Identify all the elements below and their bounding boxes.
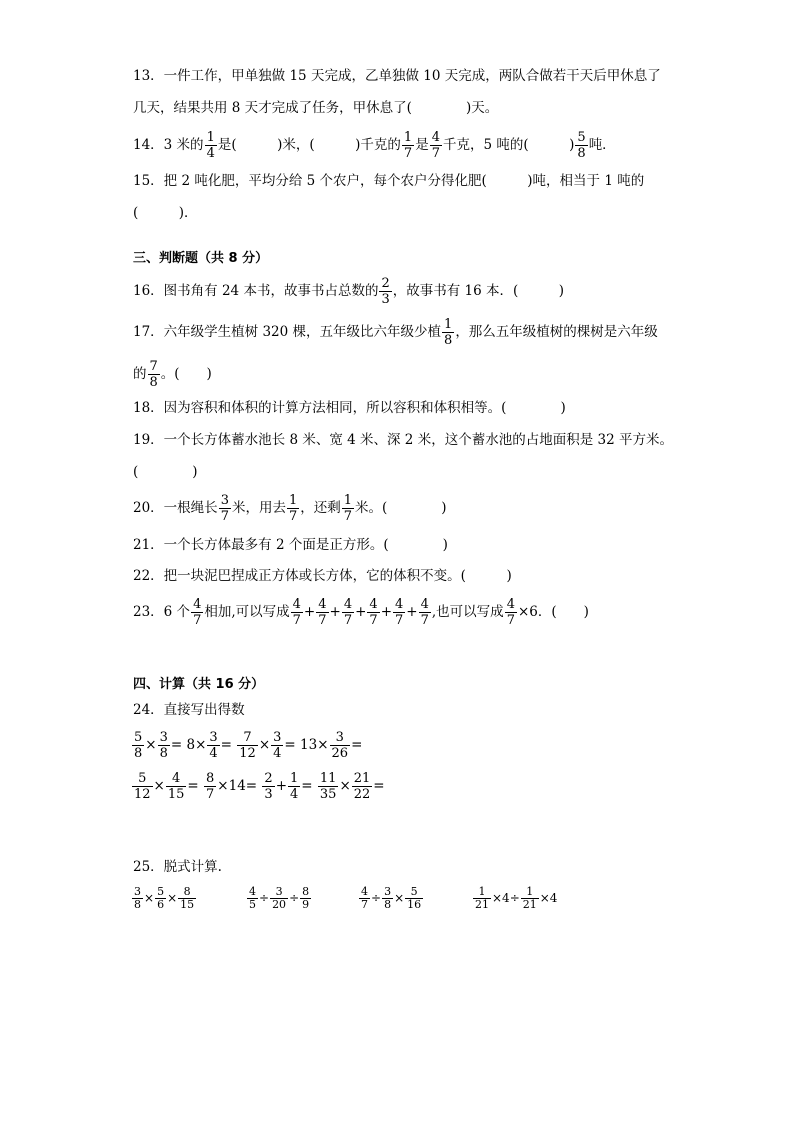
question-19-line2: ( ) [133,464,198,480]
section-4-heading: 四、计算（共 16 分） [133,677,265,692]
fraction: $\frac{5}{8}$ [577,130,586,161]
question-15-line2: ( )． [133,205,198,221]
question-24-row1: $\frac{5}{8}$ × $\frac{3}{8}$ = 8× $\frac{3}{4}$ = $\frac{7}{12}$ × $\frac{3}{4}$ = 13× $\frac{3}{26}$ = [134,730,363,761]
fraction: $\frac{2}{3}$ [381,276,390,307]
question-21: 21．一个长方体最多有 2 个面是正方形。( ) [133,537,448,553]
question-15-line1: 15．把 2 吨化肥，平均分给 5 个农户，每个农户分得化肥( )吨，相当于 1 吨的 [133,173,645,189]
section-3-heading: 三、判断题（共 8 分） [133,251,269,266]
question-20: 20．一根绳长 $\frac{3}{7}$ 米，用去 $\frac{1}{7}$ ，还剩 $\frac{1}{7}$ 米。( ) [133,493,447,524]
fraction: $\frac{1}{7}$ [343,493,353,524]
question-13-line1: 13．一件工作，甲单独做 15 天完成，乙单独做 10 天完成，两队合做若干天后甲休息了 [133,68,661,84]
question-24-title: 24．直接写出得数 [133,702,245,718]
question-22: 22．把一块泥巴捏成正方体或长方体，它的体积不变。( ) [133,568,512,584]
question-17-line2: 的 $\frac{7}{8}$ 。( ) [133,359,212,390]
question-23: 23．6 个 $\frac{4}{7}$ 相加,可以写成 $\frac{4}{7}$ + $\frac{4}{7}$ + $\frac{4}{7}$ + $\frac{4}{7}$ + $\frac{4}{7}$ + $\frac{4}{7}$ ,也可以写成 $\frac{4}{7}$ ×6．( ) [133,597,589,628]
fraction: $\frac{1}{4}$ [206,130,215,161]
q25-expression-1: $\frac{3}{8}$ × $\frac{5}{6}$ × $\frac{8}{15}$ [134,885,195,911]
question-19-line1: 19．一个长方体蓄水池长 8 米、宽 4 米、深 2 米，这个蓄水池的占地面积是 32 平方米。 [133,432,673,448]
question-25-title: 25．脱式计算. [133,859,222,875]
question-18: 18．因为容积和体积的计算方法相同，所以容积和体积相等。( ) [133,400,566,416]
fraction: $\frac{4}{7}$ [193,597,202,628]
question-14: 14．3 米的 $\frac{1}{4}$ 是( )米，( )千克的 $\frac{1}{7}$ 是 $\frac{4}{7}$ 千克，5 吨的( ) $\frac{5}{8}$ 吨． [133,130,616,161]
fraction: $\frac{4}{7}$ [431,130,440,161]
question-24-row2: $\frac{5}{12}$ × $\frac{4}{15}$ = $\frac{8}{7}$ ×14= $\frac{2}{3}$ + $\frac{1}{4}$ = $\frac{11}{35}$ × $\frac{21}{22}$ = [134,771,385,802]
q25-expression-2: $\frac{4}{5}$ ÷ $\frac{3}{20}$ ÷ $\frac{8}{9}$ [249,885,310,911]
fraction: $\frac{1}{8}$ [444,317,453,348]
question-16: 16．图书角有 24 本书，故事书占总数的 $\frac{2}{3}$ ，故事书有 16 本．( ) [133,276,565,307]
q25-expression-4: $\frac{1}{21}$ ×4÷ $\frac{1}{21}$ ×4 [475,885,558,911]
question-13-line2: 几天，结果共用 8 天才完成了任务，甲休息了( )天。 [133,100,499,116]
fraction: $\frac{3}{7}$ [220,493,229,524]
q25-expression-3: $\frac{4}{7}$ ÷ $\frac{3}{8}$ × $\frac{5}{16}$ [361,885,422,911]
question-17-line1: 17．六年级学生植树 320 棵，五年级比六年级少植 $\frac{1}{8}$ ，那么五年级植树的棵树是六年级 [133,317,658,348]
fraction: $\frac{7}{8}$ [149,359,158,390]
fraction: $\frac{1}{7}$ [403,130,413,161]
fraction: $\frac{1}{7}$ [288,493,298,524]
